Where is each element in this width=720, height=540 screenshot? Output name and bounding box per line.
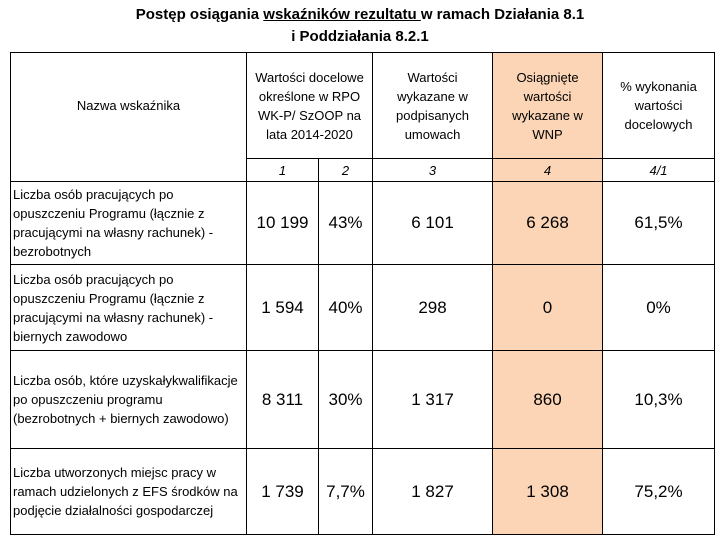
contracted-value: 1 827 <box>373 449 493 535</box>
table-row <box>11 449 715 535</box>
indicator-name: Liczba utworzonych miejsc pracy w ramach udzielonych z EFS środków na podjęcie działalności gospodarczej <box>11 449 247 535</box>
achieved-value: 860 <box>493 351 603 449</box>
header-name: Nazwa wskaźnika <box>11 53 247 159</box>
achieved-value: 1 308 <box>493 449 603 535</box>
target-value: 1 594 <box>247 265 319 351</box>
table-row <box>11 351 715 449</box>
column-number: 3 <box>373 159 493 182</box>
header-percent <box>603 53 715 159</box>
completion-percent: 61,5% <box>603 182 715 265</box>
table-row <box>11 265 715 351</box>
title-suffix: w ramach Działania 8.1 <box>420 6 585 23</box>
header-achieved: Osiągnięte wartości wykazane w WNP <box>493 53 603 159</box>
header-contracted: Wartości wykazane w podpisanych umowach <box>373 53 493 159</box>
column-number: 4 <box>493 159 603 182</box>
achieved-value: 0 <box>493 265 603 351</box>
target-percent: 43% <box>319 182 373 265</box>
target-value: 1 739 <box>247 449 319 535</box>
header-target: Wartości docelowe określone w RPO WK-P/ SzOOP na lata 2014-2020 <box>247 53 373 159</box>
completion-percent: 75,2% <box>603 449 715 535</box>
completion-percent: 10,3% <box>603 351 715 449</box>
target-percent: 40% <box>319 265 373 351</box>
contracted-value: 298 <box>373 265 493 351</box>
target-percent: 7,7% <box>319 449 373 535</box>
achieved-value: 6 268 <box>493 182 603 265</box>
indicators-table <box>10 52 715 535</box>
target-percent: 30% <box>319 351 373 449</box>
column-number: 4/1 <box>603 159 715 182</box>
page-title <box>0 4 720 48</box>
completion-percent: 0% <box>603 265 715 351</box>
indicator-name: Liczba osób, które uzyskałykwalifikacje po opuszczeniu programu (bezrobotnych + biernych zawodowo) <box>11 351 247 449</box>
column-number: 2 <box>319 159 373 182</box>
title-underlined: wskaźników rezultatu <box>263 6 421 23</box>
contracted-value: 1 317 <box>373 351 493 449</box>
table-row <box>11 182 715 265</box>
indicator-name: Liczba osób pracujących po opuszczeniu Programu (łącznie z pracującymi na własny rachunek) -biernych zawodowo <box>11 265 247 351</box>
title-prefix: Postęp osiągania <box>135 6 264 23</box>
indicator-name: Liczba osób pracujących po opuszczeniu Programu (łącznie z pracującymi na własny rachunek) - bezrobotnych <box>11 182 247 265</box>
title-line2: i Poddziałania 8.2.1 <box>291 28 429 45</box>
header-percent-text: % wykonania wartości docelowych <box>620 79 697 132</box>
column-number: 1 <box>247 159 319 182</box>
contracted-value: 6 101 <box>373 182 493 265</box>
target-value: 8 311 <box>247 351 319 449</box>
target-value: 10 199 <box>247 182 319 265</box>
header-name-spacer <box>11 159 247 182</box>
